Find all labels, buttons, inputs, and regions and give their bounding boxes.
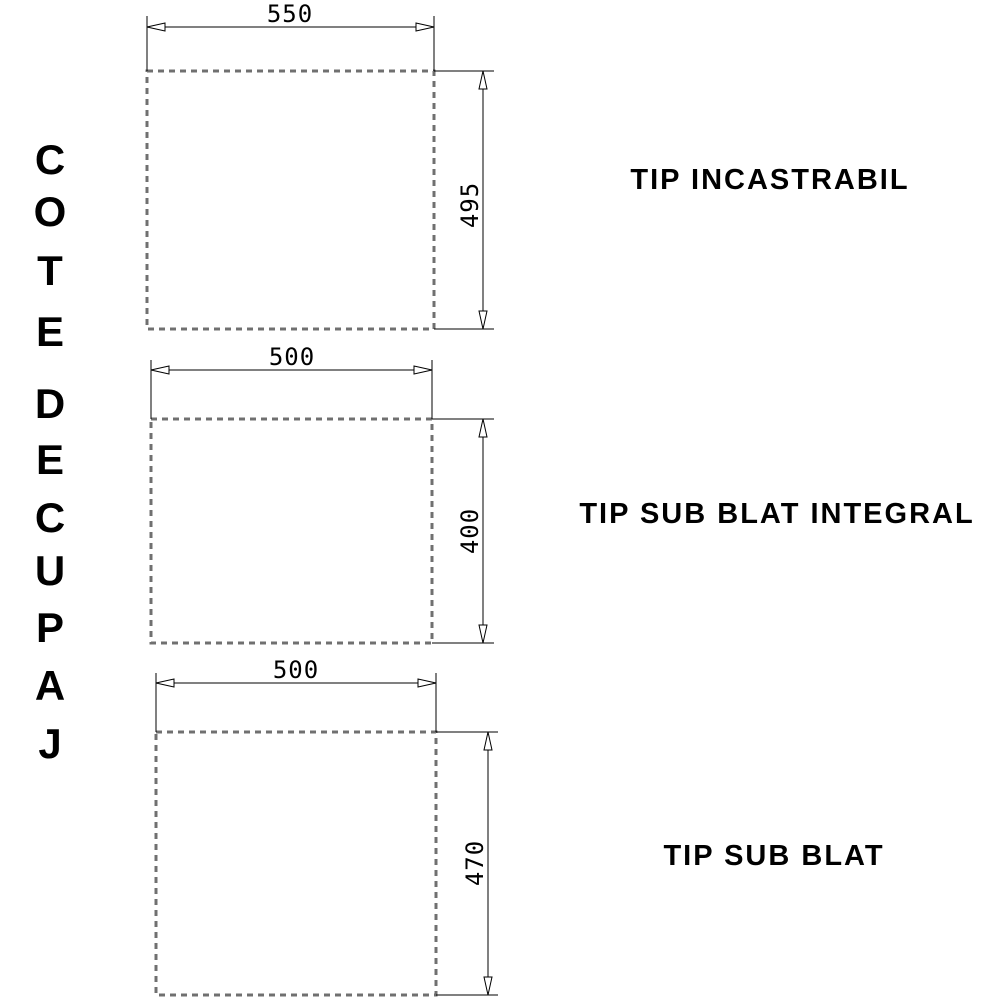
title-letter: D bbox=[34, 380, 66, 427]
width-dimension bbox=[147, 0, 434, 71]
title-letter: E bbox=[35, 308, 65, 355]
arrow-right-icon bbox=[414, 366, 432, 374]
title-letter: A bbox=[34, 662, 66, 709]
title-letter: C bbox=[34, 494, 66, 541]
width-dimension bbox=[156, 656, 436, 732]
height-dimension bbox=[436, 732, 498, 995]
title-letter: U bbox=[34, 547, 66, 594]
arrow-up-icon bbox=[484, 732, 492, 750]
title-letter: T bbox=[37, 247, 63, 294]
width-value: 500 bbox=[268, 343, 316, 371]
cutout-incastrabil bbox=[147, 0, 910, 329]
arrow-up-icon bbox=[479, 71, 487, 89]
arrow-down-icon bbox=[479, 625, 487, 643]
height-value: 470 bbox=[461, 839, 489, 887]
arrow-right-icon bbox=[416, 23, 434, 31]
cutout-type-label: TIP SUB BLAT INTEGRAL bbox=[579, 498, 975, 530]
title-letter: P bbox=[35, 604, 65, 651]
cutout-outline bbox=[156, 732, 436, 995]
arrow-left-icon bbox=[156, 679, 174, 687]
arrow-right-icon bbox=[418, 679, 436, 687]
cutout-sub-blat-integral bbox=[151, 343, 975, 643]
arrow-up-icon bbox=[479, 419, 487, 437]
height-value: 400 bbox=[456, 507, 484, 555]
height-value: 495 bbox=[456, 181, 484, 229]
cutout-type-label: TIP INCASTRABIL bbox=[630, 164, 910, 196]
cutout-type-label: TIP SUB BLAT bbox=[663, 840, 885, 872]
title-letter: C bbox=[34, 136, 66, 183]
title-letter: E bbox=[35, 436, 65, 483]
cutout-outline bbox=[147, 71, 434, 329]
height-dimension bbox=[432, 419, 494, 643]
arrow-down-icon bbox=[484, 977, 492, 995]
width-value: 500 bbox=[272, 656, 320, 684]
height-dimension bbox=[434, 71, 494, 329]
width-dimension bbox=[151, 343, 432, 419]
cutout-outline bbox=[151, 419, 432, 643]
arrow-left-icon bbox=[151, 366, 169, 374]
arrow-left-icon bbox=[147, 23, 165, 31]
width-value: 550 bbox=[266, 0, 314, 28]
arrow-down-icon bbox=[479, 311, 487, 329]
title-letter: J bbox=[38, 720, 62, 767]
title-letter: O bbox=[33, 188, 67, 235]
vertical-title bbox=[34, 136, 67, 767]
cutout-sub-blat bbox=[156, 656, 885, 995]
